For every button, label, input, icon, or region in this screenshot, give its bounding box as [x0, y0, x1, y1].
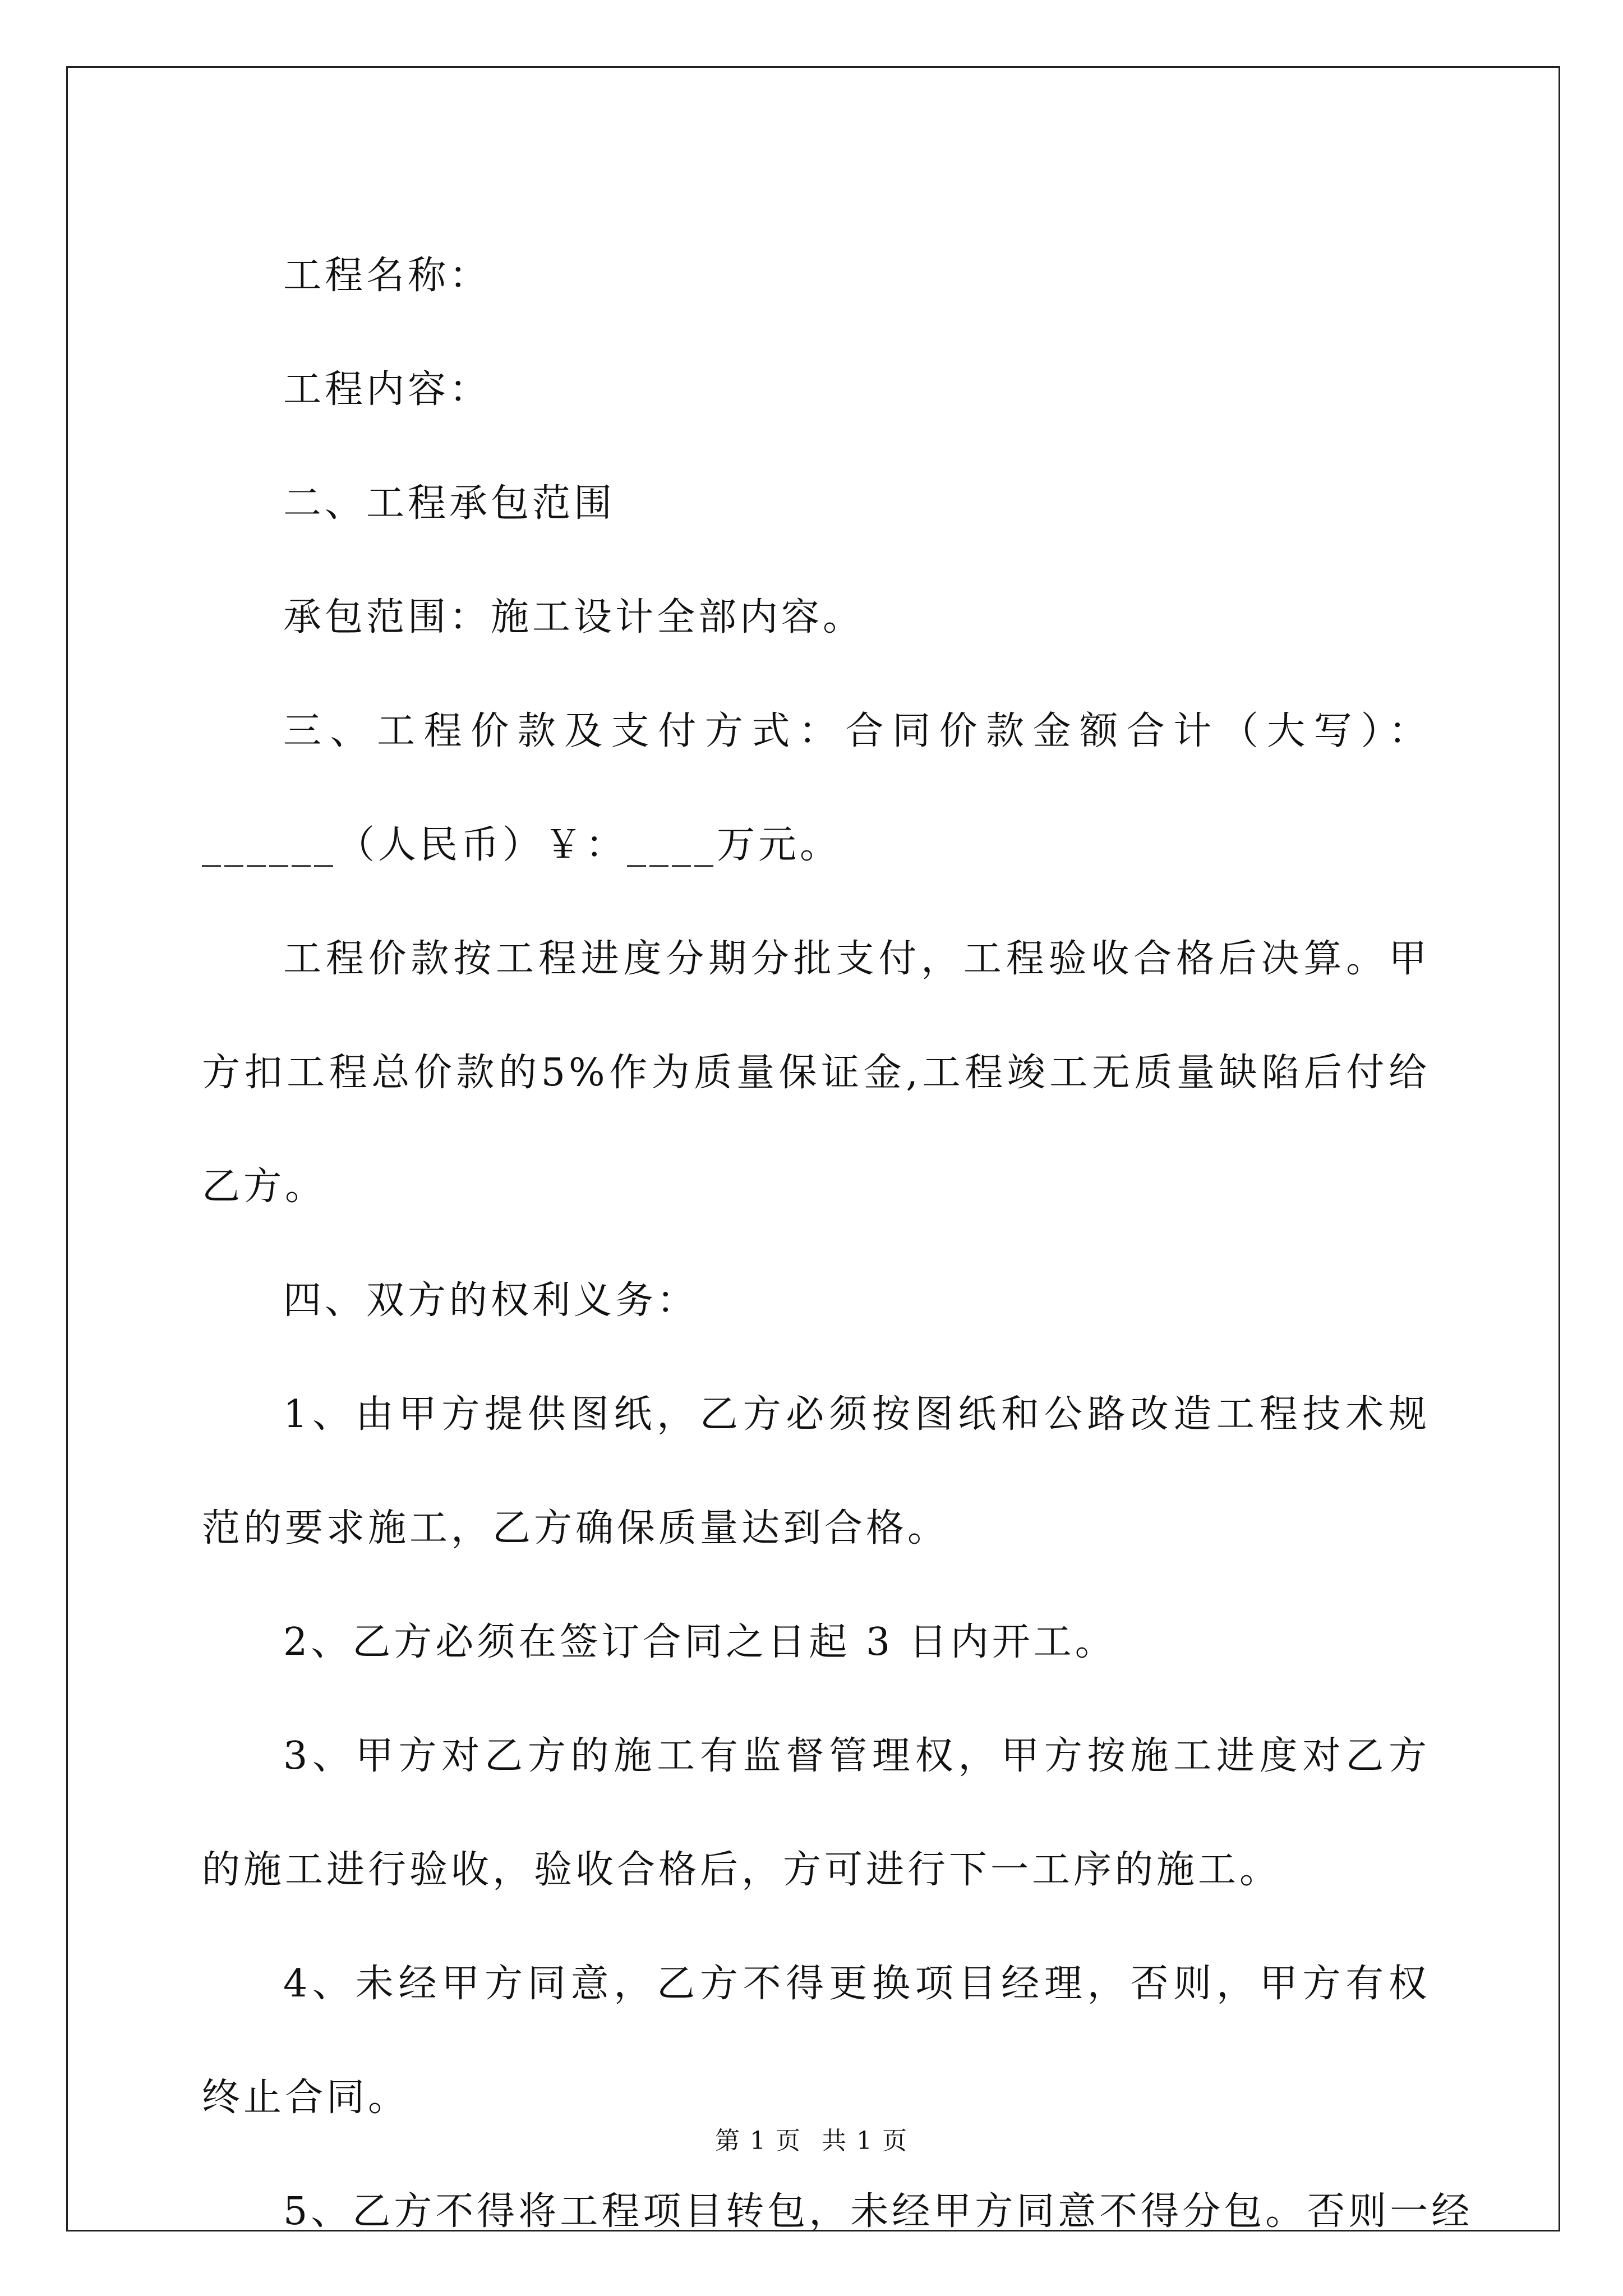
section-heading-rights: 四、双方的权利义务：: [283, 1278, 699, 1323]
clause-4: 4、未经甲方同意，乙方不得更换项目经理，否则，甲方有权终止合同。: [202, 1962, 1430, 2120]
paragraph-project-content: 工程内容：: [283, 367, 491, 412]
page-number: 第 1 页: [715, 2127, 801, 2155]
section-heading-scope: 二、工程承包范围: [283, 481, 616, 526]
clause-3: 3、甲方对乙方的施工有监督管理权，甲方按施工进度对乙方的施工进行验收，验收合格后，方可进行下一工序的施工。: [202, 1734, 1430, 1892]
paragraph-project-name: 工程名称：: [283, 254, 491, 298]
paragraph-scope: 承包范围：施工设计全部内容。: [283, 595, 865, 639]
page-footer: [0, 2120, 1623, 2156]
clause-1: 1、由甲方提供图纸，乙方必须按图纸和公路改造工程技术规范的要求施工，乙方确保质量达到合格。: [202, 1392, 1430, 1550]
page-total: 共 1 页: [822, 2127, 908, 2155]
paragraph-payment-terms: 工程价款按工程进度分期分批支付，工程验收合格后决算。甲方扣工程总价款的5%作为质量保证金,工程竣工无质量缺陷后付给乙方。: [202, 937, 1430, 1209]
clause-2: 2、乙方必须在签订合同之日起 3 日内开工。: [283, 1620, 1117, 1664]
section-heading-payment: 三、工程价款及支付方式：合同价款金额合计（大写）：______（人民币）￥：____万元。: [202, 709, 1430, 867]
clause-5: 5、乙方不得将工程项目转包，未经甲方同意不得分包。否则一经: [283, 2189, 1473, 2234]
document-body: [202, 219, 1473, 2269]
